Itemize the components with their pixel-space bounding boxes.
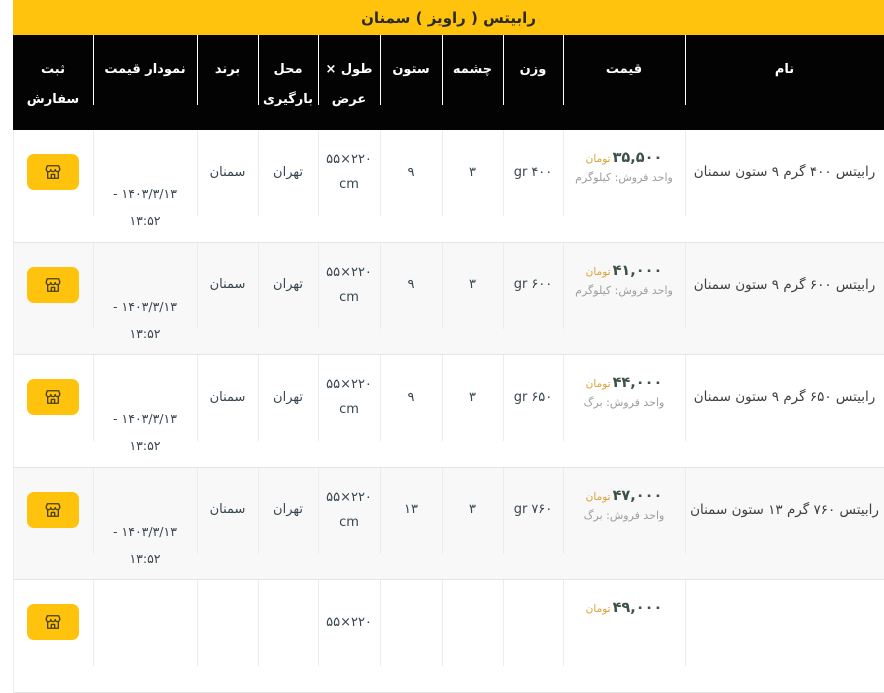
brand-cell bbox=[197, 580, 258, 692]
storefront-icon bbox=[43, 162, 63, 182]
sale-unit: واحد فروش: برگ bbox=[583, 396, 665, 409]
price-currency-label: تومان bbox=[585, 603, 611, 615]
size-cell bbox=[318, 355, 380, 467]
product-name-cell bbox=[685, 243, 884, 355]
order-cell bbox=[13, 130, 93, 242]
header-cell-price bbox=[563, 35, 685, 130]
price-chart-cell bbox=[93, 243, 197, 355]
price-chart-cell bbox=[93, 130, 197, 242]
product-name: رابیتس ۶۵۰ گرم ۹ ستون سمنان bbox=[693, 389, 876, 406]
brand-value: سمنان bbox=[209, 502, 246, 518]
header-cell-size bbox=[318, 35, 380, 130]
header-cell-price-chart bbox=[93, 35, 197, 130]
size-value: ۲۲۰×۵۵ bbox=[326, 614, 372, 630]
weight-unit: gr bbox=[513, 277, 528, 293]
loading-city: تهران bbox=[273, 164, 303, 180]
header-cell-weight bbox=[503, 35, 563, 130]
brand-value: سمنان bbox=[209, 277, 246, 293]
header-label: برند bbox=[214, 62, 241, 77]
loading-city: تهران bbox=[273, 502, 303, 518]
mesh-value: ۳ bbox=[469, 277, 476, 293]
order-button[interactable] bbox=[27, 492, 79, 528]
price-currency-label: تومان bbox=[585, 153, 611, 165]
price-currency-label: تومان bbox=[585, 378, 611, 390]
price-chart-date: ۱۴۰۳/۳/۱۳ - bbox=[113, 523, 177, 539]
mesh-cell bbox=[442, 355, 503, 467]
size-unit: cm bbox=[339, 289, 359, 305]
table-row bbox=[13, 580, 884, 693]
product-name: رابیتس ۶۰۰ گرم ۹ ستون سمنان bbox=[693, 276, 876, 293]
mesh-value: ۳ bbox=[469, 164, 476, 180]
storefront-icon bbox=[43, 500, 63, 520]
size-unit: cm bbox=[339, 177, 359, 193]
header-label: نمودار قیمت bbox=[104, 62, 186, 77]
price-currency-label: تومان bbox=[585, 265, 611, 278]
header-cell-loading bbox=[258, 35, 318, 130]
mesh-cell bbox=[442, 580, 503, 692]
price-chart-date: ۱۴۰۳/۳/۱۳ - bbox=[113, 411, 177, 426]
header-label: قیمت bbox=[605, 62, 643, 77]
columns-cell bbox=[380, 468, 442, 580]
product-name-cell bbox=[685, 130, 884, 242]
storefront-icon bbox=[43, 612, 63, 632]
price-value: ۳۵,۵۰۰ bbox=[612, 150, 663, 166]
brand-value: سمنان bbox=[209, 164, 246, 180]
columns-cell bbox=[380, 130, 442, 242]
columns-value: ۹ bbox=[407, 164, 415, 180]
weight-value: ۶۵۰ bbox=[531, 389, 553, 405]
weight-cell bbox=[503, 468, 563, 580]
header-cell-brand bbox=[197, 35, 258, 130]
header-label: چشمه bbox=[452, 62, 493, 77]
table-row bbox=[13, 355, 884, 468]
order-cell bbox=[13, 243, 93, 355]
price-chart-cell bbox=[93, 355, 197, 467]
weight-unit: gr bbox=[513, 502, 528, 518]
price-value: ۴۱,۰۰۰ bbox=[612, 262, 663, 279]
product-name: رابیتس ۴۰۰ گرم ۹ ستون سمنان bbox=[693, 164, 876, 181]
mesh-cell bbox=[442, 130, 503, 242]
size-unit: cm bbox=[339, 514, 359, 530]
loading-city-cell bbox=[258, 580, 318, 692]
weight-value-wrap bbox=[514, 165, 553, 180]
weight-cell bbox=[503, 130, 563, 242]
order-button[interactable] bbox=[27, 379, 79, 415]
table-title: رابیتس ( راویز ) سمنان bbox=[361, 8, 536, 27]
size-cell bbox=[318, 243, 380, 355]
price-chart-cell bbox=[93, 468, 197, 580]
weight-unit: gr bbox=[513, 389, 528, 405]
price-cell bbox=[563, 355, 685, 467]
header-cell-name bbox=[685, 35, 884, 130]
storefront-icon bbox=[43, 275, 63, 295]
table-row bbox=[13, 243, 884, 356]
table-row bbox=[13, 468, 884, 581]
sale-unit: واحد فروش: کیلوگرم bbox=[575, 171, 673, 184]
header-cell-order bbox=[13, 35, 93, 130]
loading-city-cell bbox=[258, 243, 318, 355]
storefront-icon bbox=[43, 387, 63, 407]
price-chart-date: ۱۴۰۳/۳/۱۳ - bbox=[113, 298, 177, 314]
table-header-row bbox=[13, 35, 884, 130]
weight-value-wrap bbox=[514, 390, 553, 405]
weight-value: ۷۶۰ bbox=[531, 502, 553, 518]
weight-value-wrap bbox=[514, 502, 553, 517]
weight-unit: gr bbox=[513, 164, 528, 180]
loading-city-cell bbox=[258, 355, 318, 467]
loading-city-cell bbox=[258, 130, 318, 242]
brand-cell bbox=[197, 355, 258, 467]
header-label: طول × عرض bbox=[325, 62, 373, 107]
weight-cell bbox=[503, 355, 563, 467]
price-line bbox=[586, 600, 663, 616]
price-cell bbox=[563, 243, 685, 355]
mesh-value: ۳ bbox=[469, 389, 476, 405]
mesh-cell bbox=[442, 243, 503, 355]
product-name-cell bbox=[685, 468, 884, 580]
header-label: ستون bbox=[392, 62, 430, 77]
header-label: نام bbox=[774, 62, 795, 77]
header-cell-mesh bbox=[442, 35, 503, 130]
price-currency-label: تومان bbox=[585, 490, 611, 503]
weight-value: ۴۰۰ bbox=[531, 164, 553, 180]
columns-value: ۹ bbox=[407, 277, 415, 293]
price-line bbox=[586, 488, 663, 504]
size-value: ۲۲۰×۵۵ bbox=[326, 377, 372, 393]
columns-cell bbox=[380, 243, 442, 355]
price-chart-time: ۱۳:۵۲ bbox=[129, 213, 161, 228]
size-cell bbox=[318, 130, 380, 242]
price-cell bbox=[563, 130, 685, 242]
size-value: ۲۲۰×۵۵ bbox=[326, 489, 372, 505]
size-cell bbox=[318, 468, 380, 580]
weight-value-wrap bbox=[514, 277, 553, 292]
header-cell-columns bbox=[380, 35, 442, 130]
order-button[interactable] bbox=[27, 604, 79, 640]
product-name-cell bbox=[685, 580, 884, 692]
size-cell bbox=[318, 580, 380, 692]
mesh-value: ۳ bbox=[469, 502, 476, 518]
weight-cell bbox=[503, 580, 563, 692]
order-cell bbox=[13, 580, 93, 692]
table-title-bar bbox=[13, 0, 884, 35]
product-name: رابیتس ۷۶۰ گرم ۱۳ ستون سمنان bbox=[690, 501, 879, 518]
price-line bbox=[586, 263, 663, 279]
loading-city: تهران bbox=[273, 389, 303, 405]
price-chart-time: ۱۳:۵۲ bbox=[129, 550, 161, 566]
order-button[interactable] bbox=[27, 267, 79, 303]
columns-cell bbox=[380, 580, 442, 692]
table-row bbox=[13, 130, 884, 243]
columns-value: ۹ bbox=[407, 389, 415, 405]
brand-cell bbox=[197, 243, 258, 355]
loading-city-cell bbox=[258, 468, 318, 580]
price-value: ۴۷,۰۰۰ bbox=[612, 487, 663, 504]
mesh-cell bbox=[442, 468, 503, 580]
columns-value: ۱۳ bbox=[404, 502, 418, 518]
price-line bbox=[586, 150, 663, 166]
table-body bbox=[13, 130, 884, 693]
header-label: وزن bbox=[519, 62, 547, 77]
brand-value: سمنان bbox=[209, 389, 246, 405]
price-line bbox=[586, 375, 663, 391]
product-name-cell bbox=[685, 355, 884, 467]
size-unit: cm bbox=[339, 402, 359, 418]
weight-value: ۶۰۰ bbox=[531, 277, 553, 293]
brand-cell bbox=[197, 468, 258, 580]
price-chart-date: ۱۴۰۳/۳/۱۳ - bbox=[113, 186, 177, 201]
price-chart-time: ۱۳:۵۲ bbox=[129, 438, 161, 453]
brand-cell bbox=[197, 130, 258, 242]
price-cell bbox=[563, 580, 685, 692]
price-chart-cell bbox=[93, 580, 197, 692]
sale-unit: واحد فروش: برگ bbox=[583, 508, 665, 522]
price-table-page bbox=[13, 0, 884, 693]
size-value: ۲۲۰×۵۵ bbox=[326, 264, 372, 280]
size-value: ۲۲۰×۵۵ bbox=[326, 152, 372, 168]
columns-cell bbox=[380, 355, 442, 467]
weight-cell bbox=[503, 243, 563, 355]
order-cell bbox=[13, 355, 93, 467]
loading-city: تهران bbox=[273, 277, 303, 293]
price-cell bbox=[563, 468, 685, 580]
sale-unit: واحد فروش: کیلوگرم bbox=[575, 283, 673, 297]
price-value: ۴۹,۰۰۰ bbox=[612, 600, 663, 616]
header-label: محل بارگیری bbox=[262, 62, 314, 107]
order-cell bbox=[13, 468, 93, 580]
price-chart-time: ۱۳:۵۲ bbox=[129, 325, 161, 341]
price-value: ۴۴,۰۰۰ bbox=[612, 375, 663, 391]
order-button[interactable] bbox=[27, 154, 79, 190]
header-label: ثبت سفارش bbox=[26, 62, 80, 107]
